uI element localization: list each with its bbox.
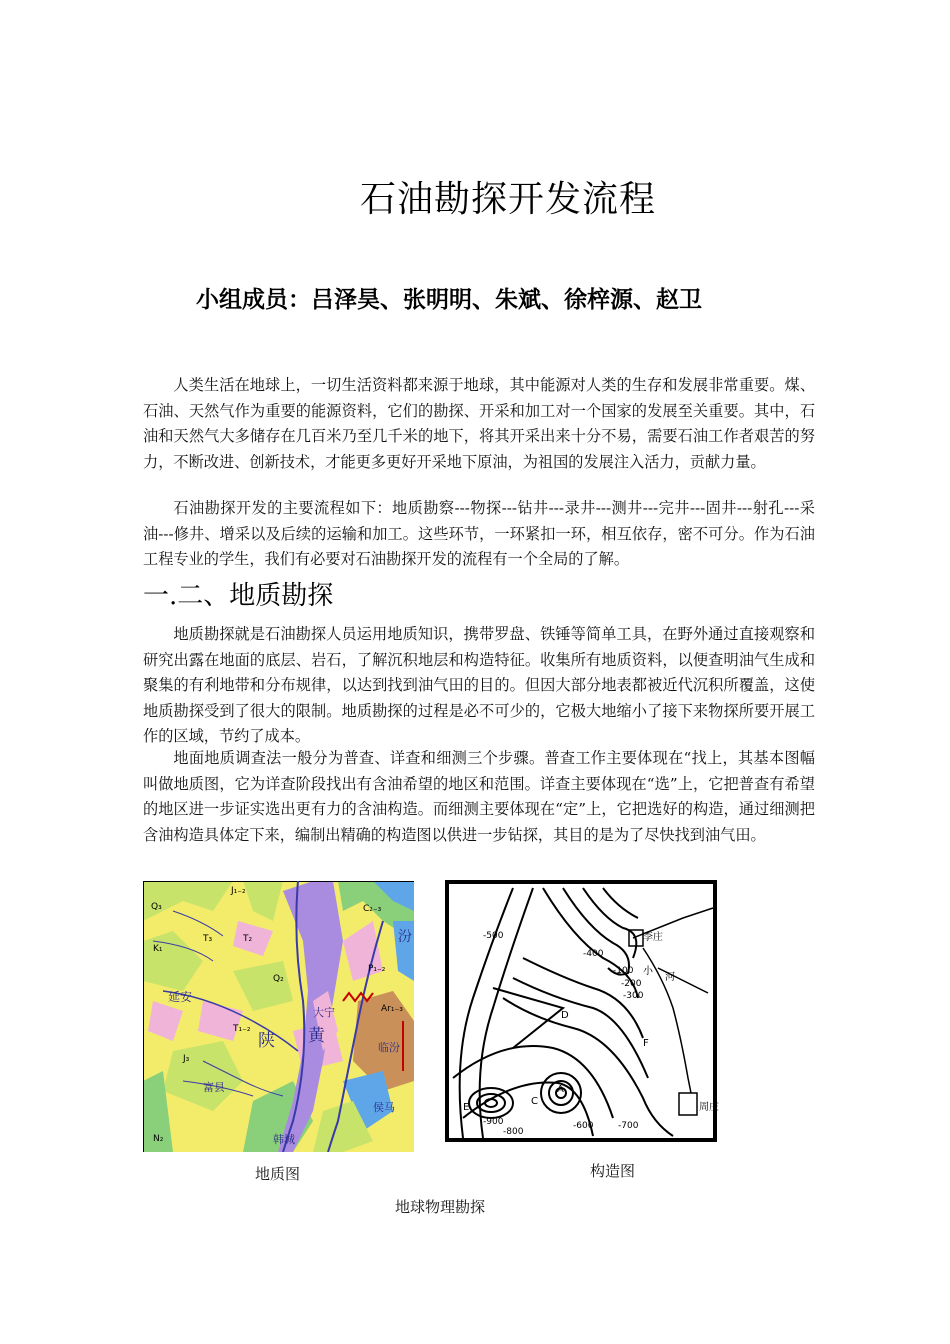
structure-label: A <box>557 1084 564 1095</box>
structure-label: -900 <box>483 1117 504 1127</box>
geological-map-image <box>143 881 414 1152</box>
structure-map-figure <box>443 878 721 1146</box>
geo-label: 黄 <box>308 1026 325 1046</box>
geo-label: 韩城 <box>273 1133 295 1146</box>
geo-label: N₂ <box>153 1134 164 1144</box>
structure-label: C <box>531 1096 538 1107</box>
geo-label: T₃ <box>203 934 213 944</box>
structure-label: 小 <box>643 966 653 977</box>
structure-label: 李庄 <box>643 932 663 943</box>
geo-label: J₃ <box>183 1054 190 1064</box>
geo-label: 陕 <box>258 1031 275 1051</box>
section-paragraph-1: 地质勘探就是石油勘探人员运用地质知识，携带罗盘、铁锤等简单工具，在野外通过直接观察和研究出露在地面的底层、岩石，了解沉积地层和构造特征。收集所有地质资料，以便查明油气生成和聚集的有利地带和分布规律，以达到找到油气田的目的。但因大部分地表都被近代沉积所覆盖，这使地质勘探受到了很大的限制。地质勘探的过程是必不可少的，它极大地缩小了接下来物探所要开展工作的区域，节约了成本。 <box>143 625 815 745</box>
structure-label: -400 <box>583 949 604 959</box>
geological-map-caption: 地质图 <box>255 1165 301 1183</box>
geo-label: J₁₋₂ <box>231 886 246 896</box>
geo-label: T₁₋₂ <box>233 1024 251 1034</box>
geo-label: K₁ <box>153 944 163 954</box>
structure-map-image <box>443 878 721 1146</box>
geo-label: 大宁 <box>313 1006 335 1019</box>
structure-label: -600 <box>573 1121 594 1131</box>
geo-label: T₂ <box>243 934 253 944</box>
geophysical-exploration-caption: 地球物理勘探 <box>395 1198 486 1216</box>
geo-label: 延安 <box>168 990 193 1004</box>
structure-label: -500 <box>483 931 504 941</box>
structure-label: D <box>561 1010 569 1021</box>
structure-label: -300 <box>623 991 644 1001</box>
geo-label: 临汾 <box>378 1041 400 1054</box>
geo-label: P₁₋₂ <box>368 964 386 974</box>
document-title: 石油勘探开发流程 <box>360 179 657 220</box>
structure-label: 河 <box>665 972 675 983</box>
geo-label: 汾 <box>398 929 412 945</box>
structure-label: E <box>463 1102 470 1113</box>
structure-label: -100 <box>613 966 634 976</box>
geo-label: 富县 <box>203 1081 225 1094</box>
group-members: 小组成员：吕泽昊、张明明、朱斌、徐梓源、赵卫 <box>196 287 702 313</box>
structure-label: -700 <box>618 1121 639 1131</box>
geological-map-figure <box>143 881 414 1152</box>
structure-map-caption: 构造图 <box>590 1162 636 1180</box>
geo-label: Ar₁₋₃ <box>381 1004 403 1014</box>
structure-label: -200 <box>621 979 642 989</box>
section-heading: 一.二、地质勘探 <box>143 581 334 611</box>
geo-label: C₂₋₃ <box>363 904 382 914</box>
structure-label: F <box>643 1038 649 1049</box>
geo-label: Q₂ <box>273 974 284 984</box>
structure-label: 周庄 <box>699 1102 719 1113</box>
section-paragraph-2: 地面地质调查法一般分为普查、详查和细测三个步骤。普查工作主要体现在“找上，其基本图幅叫做地质图，它为详查阶段找出有含油希望的地区和范围。详查主要体现在“选”上，它把普查有希望的地区进一步证实选出更有力的含油构造。而细测主要体现在“定”上，它把选好的构造，通过细测把含油构造具体定下来，编制出精确的构造图以供进一步钻探，其目的是为了尽快找到油气田。 <box>143 749 815 844</box>
intro-paragraph-1: 人类生活在地球上，一切生活资料都来源于地球，其中能源对人类的生存和发展非常重要。煤、石油、天然气作为重要的能源资料，它们的勘探、开采和加工对一个国家的发展至关重要。其中，石油和天然气大多储存在几百米乃至几千米的地下，将其开采出来十分不易，需要石油工作者艰苦的努力，不断改进、创新技术，才能更多更好开采地下原油，为祖国的发展注入活力，贡献力量。 <box>143 376 815 471</box>
structure-label: -800 <box>503 1127 524 1137</box>
intro-paragraph-2: 石油勘探开发的主要流程如下：地质勘察---物探---钻井---录井---测井---完井---固井---射孔---采油---修井、增采以及后续的运输和加工。这些环节，一环紧扣一环，相互依存，密不可分。作为石油工程专业的学生，我们有必要对石油勘探开发的流程有一个全局的了解。 <box>143 499 815 568</box>
geo-label: 侯马 <box>373 1101 395 1114</box>
geo-label: Q₃ <box>151 902 162 912</box>
